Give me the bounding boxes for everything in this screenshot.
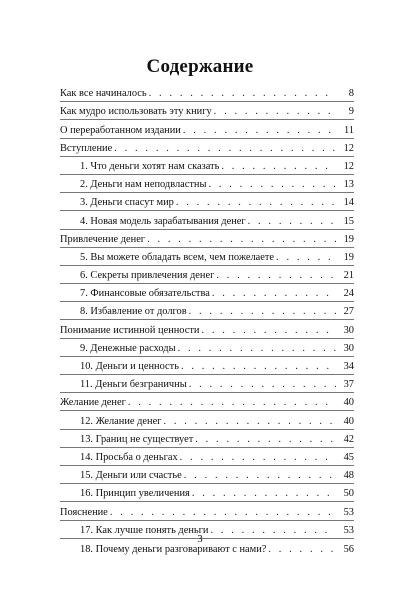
toc-entry-label: Пояснение xyxy=(60,506,108,518)
toc-entry-label: О переработанном издании xyxy=(60,124,181,136)
toc-entry-label: 5. Вы можете обладать всем, чем пожелаете xyxy=(80,251,275,263)
toc-entry-label: 16. Принцип увеличения xyxy=(80,488,190,500)
toc-chapter-row[interactable] xyxy=(60,411,354,429)
toc-entry-label: 10. Деньги и ценность xyxy=(80,361,179,372)
toc-entry-page: 53 xyxy=(343,506,354,518)
toc-dot-leader xyxy=(128,396,336,409)
toc-entry-page: 14 xyxy=(343,197,354,209)
toc-entry-page: 40 xyxy=(343,415,354,427)
toc-dot-leader xyxy=(276,251,336,264)
toc-dot-leader xyxy=(178,342,336,355)
toc-chapter-row[interactable] xyxy=(60,266,354,284)
toc-entry-label: 11. Деньги безграничны xyxy=(80,379,187,391)
toc-section-row[interactable] xyxy=(60,139,354,157)
toc-chapter-row[interactable] xyxy=(60,302,354,320)
toc-chapter-row[interactable] xyxy=(60,193,354,211)
toc-dot-leader xyxy=(176,196,336,209)
toc-dot-leader xyxy=(180,451,336,464)
toc-entry-page: 53 xyxy=(343,524,354,536)
toc-dot-leader xyxy=(147,233,336,246)
toc-dot-leader xyxy=(110,506,336,519)
toc-chapter-row[interactable] xyxy=(60,211,354,229)
toc-entry-page: 21 xyxy=(343,270,354,282)
toc-dot-leader xyxy=(214,105,336,118)
toc-entry-label: 8. Избавление от долгов xyxy=(80,306,187,318)
toc-chapter-row[interactable] xyxy=(60,157,354,175)
toc-section-row[interactable] xyxy=(60,120,354,138)
toc-entry-label: 6. Секреты привлечения денег xyxy=(80,270,215,282)
toc-chapter-row[interactable] xyxy=(60,339,354,357)
toc-entry-page: 50 xyxy=(343,488,354,500)
toc-entry-page: 15 xyxy=(343,215,354,227)
toc-entry-label: Как все начиналось xyxy=(60,88,147,100)
toc-entry-page: 11 xyxy=(343,124,354,136)
toc-dot-leader xyxy=(212,287,336,300)
toc-entry-page: 45 xyxy=(343,451,354,463)
toc-dot-leader xyxy=(248,215,336,228)
toc-dot-leader xyxy=(181,360,336,373)
toc-dot-leader xyxy=(184,469,336,482)
toc-dot-leader xyxy=(163,415,336,428)
toc-dot-leader xyxy=(183,124,336,137)
toc-chapter-row[interactable] xyxy=(60,375,354,393)
toc-entry-page: 37 xyxy=(343,379,354,391)
toc-entry-page: 8 xyxy=(348,88,354,100)
toc-chapter-row[interactable] xyxy=(60,430,354,448)
toc-entry-label: 12. Желание денег xyxy=(80,415,162,427)
toc-chapter-row[interactable] xyxy=(60,248,354,266)
toc-dot-leader xyxy=(189,305,336,318)
toc-entry-label: 2. Деньги нам неподвластны xyxy=(80,179,207,191)
toc-section-row[interactable] xyxy=(60,393,354,411)
toc-dot-leader xyxy=(216,269,336,282)
toc-entry-page: 9 xyxy=(348,106,354,118)
toc-entry-label: 4. Новая модель зарабатывания денег xyxy=(80,215,246,227)
toc-chapter-row[interactable] xyxy=(60,448,354,466)
toc-dot-leader xyxy=(221,160,336,173)
toc-entry-label: 1. Что деньги хотят нам сказать xyxy=(80,160,220,172)
toc-dot-leader xyxy=(149,87,336,100)
toc-entry-page: 42 xyxy=(343,433,354,445)
toc-entry-label: 14. Просьба о деньгах xyxy=(80,451,178,463)
toc-section-row[interactable] xyxy=(60,84,354,102)
toc-entry-label: 7. Финансовые обязательства xyxy=(80,288,210,300)
toc-entry-label: Привлечение денег xyxy=(60,233,146,245)
page-title: Содержание xyxy=(146,56,254,77)
toc-entry-label: 13. Границ не существует xyxy=(80,433,194,445)
toc-section-row[interactable] xyxy=(60,102,354,120)
toc-entry-label: Как мудро использовать эту книгу xyxy=(60,106,212,118)
toc-entry-page: 30 xyxy=(343,342,354,354)
table-of-contents xyxy=(60,84,354,557)
toc-chapter-row[interactable] xyxy=(60,484,354,502)
toc-entry-label: Желание денег xyxy=(60,397,126,409)
toc-dot-leader xyxy=(195,433,336,446)
toc-entry-label: 18. Почему деньги разговаривают с нами? xyxy=(80,543,267,555)
toc-chapter-row[interactable] xyxy=(60,466,354,484)
toc-entry-page: 30 xyxy=(343,324,354,336)
toc-section-row[interactable] xyxy=(60,230,354,248)
toc-entry-label: 3. Деньги спасут мир xyxy=(80,197,174,209)
toc-section-row[interactable] xyxy=(60,320,354,338)
toc-dot-leader xyxy=(192,487,336,500)
toc-chapter-row[interactable] xyxy=(60,357,354,375)
toc-chapter-row[interactable] xyxy=(60,284,354,302)
toc-entry-page: 12 xyxy=(343,142,354,154)
toc-dot-leader xyxy=(114,142,336,155)
toc-entry-page: 48 xyxy=(343,470,354,482)
toc-entry-page: 24 xyxy=(343,288,354,300)
toc-entry-page: 56 xyxy=(343,543,354,555)
toc-entry-page: 19 xyxy=(343,251,354,263)
page-number: 3 xyxy=(197,534,203,545)
toc-dot-leader xyxy=(189,378,336,391)
toc-dot-leader xyxy=(201,324,336,337)
toc-entry-label: Понимание истинной ценности xyxy=(60,324,200,336)
toc-entry-label: 15. Деньги или счастье xyxy=(80,470,182,482)
toc-section-row[interactable] xyxy=(60,502,354,520)
toc-entry-page: 19 xyxy=(343,233,354,245)
toc-entry-page: 34 xyxy=(343,361,354,372)
toc-entry-label: Вступление xyxy=(60,142,113,154)
toc-entry-label: 9. Денежные расходы xyxy=(80,342,176,354)
toc-chapter-row[interactable] xyxy=(60,175,354,193)
toc-entry-page: 40 xyxy=(343,397,354,409)
toc-entry-page: 13 xyxy=(343,179,354,191)
toc-entry-page: 27 xyxy=(343,306,354,318)
toc-entry-label: 17. Как лучше понять деньги xyxy=(80,524,209,536)
toc-entry-page: 12 xyxy=(343,160,354,172)
toc-dot-leader xyxy=(208,178,336,191)
